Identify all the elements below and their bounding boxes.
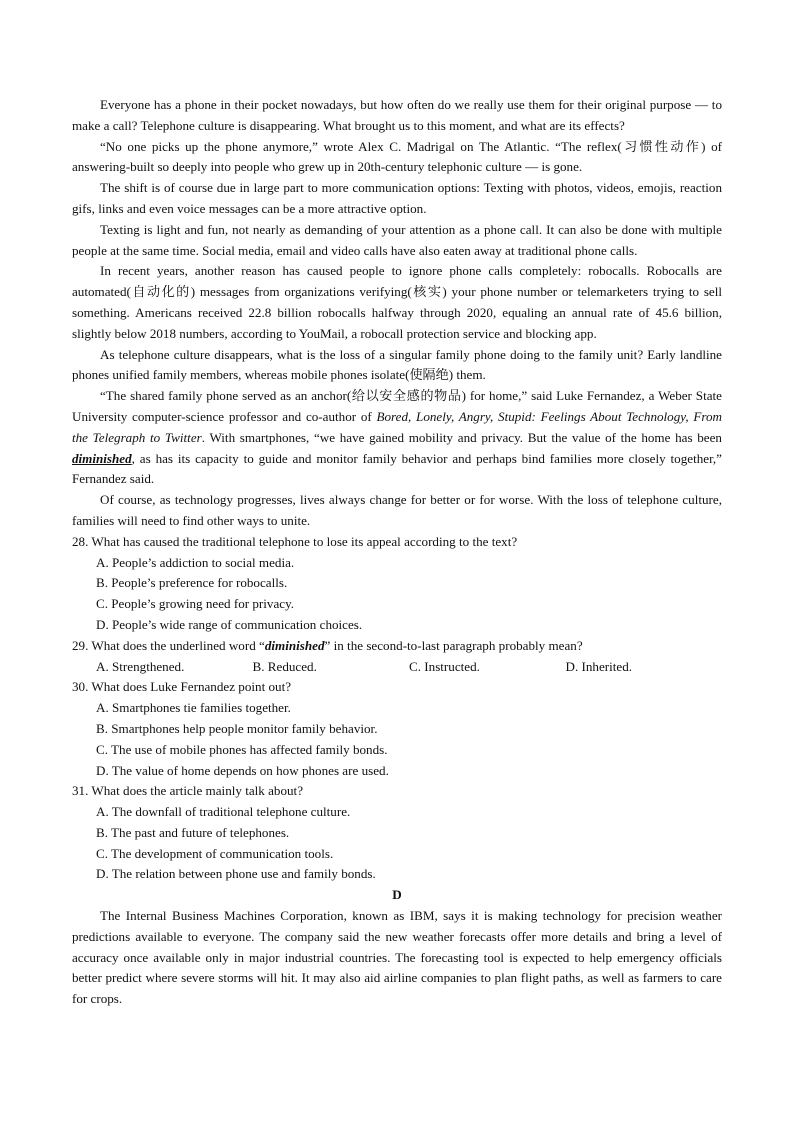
question-stem bbox=[72, 636, 722, 657]
option-d: D. The value of home depends on how phones are used. bbox=[96, 762, 389, 778]
option-d: D. The relation between phone use and family bonds. bbox=[96, 866, 376, 882]
options-row bbox=[96, 657, 722, 678]
option-c: C. Instructed. bbox=[409, 658, 480, 674]
question-keyword: diminished bbox=[264, 637, 325, 653]
paragraph: Of course, as technology progresses, lives always change for better or for worse. With the loss of telephone culture, families will need to find other ways to unite. bbox=[72, 492, 722, 528]
section-heading: D bbox=[392, 887, 402, 903]
option-b: B. Reduced. bbox=[252, 658, 317, 674]
question-stem-text: 29. What does the underlined word “ bbox=[72, 637, 265, 653]
passage-d bbox=[72, 885, 722, 1010]
question-29 bbox=[72, 636, 722, 678]
passage-c bbox=[72, 95, 722, 532]
paragraph-text: , as has its capacity to guide and monitor family behavior and perhaps bind families more closely together,” Fernandez said. bbox=[72, 450, 722, 487]
option-a: A. Smartphones tie families together. bbox=[96, 700, 291, 716]
paragraph: The shift is of course due in large part to more communication options: Texting with photos, videos, emojis, reaction gifs, links and even voice messages can be a more attractive option. bbox=[72, 180, 722, 216]
question-30 bbox=[72, 677, 722, 781]
option-c: C. People’s growing need for privacy. bbox=[96, 596, 295, 612]
underlined-word: diminished bbox=[72, 450, 132, 466]
option-c: C. The development of communication tools. bbox=[96, 845, 334, 861]
paragraph: In recent years, another reason has caused people to ignore phone calls completely: robocalls. Robocalls are automated(自动化的) messages from organizations verifying(核实) your phone number or telemarketers trying to sell something. Americans received 22.8 billion robocalls halfway through 2020, equaling an annual rate of 45.6 billion, slightly below 2018 numbers, according to YouMail, a robocall protection service and blocking app. bbox=[72, 263, 722, 341]
option-d: D. People’s wide range of communication choices. bbox=[96, 616, 363, 632]
question-31 bbox=[72, 781, 722, 885]
paragraph: As telephone culture disappears, what is the loss of a singular family phone doing to the family unit? Early landline phones unified family members, whereas mobile phones isolate(使隔绝) them. bbox=[72, 346, 722, 383]
paragraph-text: . With smartphones, “we have gained mobility and privacy. But the value of the home has been bbox=[201, 429, 722, 445]
paragraph: Texting is light and fun, not nearly as demanding of your attention as a phone call. It can also be done with multiple people at the same time. Social media, email and video calls have also eaten away at traditional phone calls. bbox=[72, 221, 722, 258]
book-title: Bored, Lonely, Angry, Stupid: Feelings About Technology, From the Telegraph to Twitter bbox=[72, 408, 722, 445]
option-b: B. The past and future of telephones. bbox=[96, 824, 290, 840]
question-stem-text: ” in the second-to-last paragraph probably mean? bbox=[324, 637, 583, 653]
option-b: B. People’s preference for robocalls. bbox=[96, 575, 288, 591]
option-c: C. The use of mobile phones has affected family bonds. bbox=[96, 741, 388, 757]
option-d: D. Inherited. bbox=[565, 658, 633, 674]
paragraph bbox=[72, 386, 722, 490]
paragraph-text: “The shared family phone served as an anchor(给以安全感的物品) for home,” said Luke Fernandez, a Weber State University computer-science professor and co-author of bbox=[72, 388, 722, 424]
paragraph: Everyone has a phone in their pocket nowadays, but how often do we really use them for their original purpose — to make a call? Telephone culture is disappearing. What brought us to this moment, and what are its effects? bbox=[72, 97, 722, 133]
question-stem: 31. What does the article mainly talk about? bbox=[72, 783, 304, 799]
option-a: A. People’s addiction to social media. bbox=[96, 554, 295, 570]
option-a: A. Strengthened. bbox=[96, 658, 185, 674]
question-stem: 30. What does Luke Fernandez point out? bbox=[72, 679, 292, 695]
paragraph: “No one picks up the phone anymore,” wrote Alex C. Madrigal on The Atlantic. “The reflex(习惯性动作) of answering-built so deeply into people who grew up in 20th-century telephonic culture — is gone. bbox=[72, 138, 722, 175]
option-b: B. Smartphones help people monitor family behavior. bbox=[96, 720, 378, 736]
question-stem: 28. What has caused the traditional telephone to lose its appeal according to the text? bbox=[72, 533, 518, 549]
paragraph: The Internal Business Machines Corporation, known as IBM, says it is making technology for precision weather predictions available to everyone. The company said the new weather forecasts offer more details and bring a level of accuracy once available only in major industrial countries. The forecasting tool is expected to help emergency officials better predict where severe storms will hit. It may also aid airline companies to plan flight paths, as well as farmers to care for crops. bbox=[72, 908, 722, 1007]
question-28 bbox=[72, 532, 722, 636]
option-a: A. The downfall of traditional telephone culture. bbox=[96, 804, 351, 820]
